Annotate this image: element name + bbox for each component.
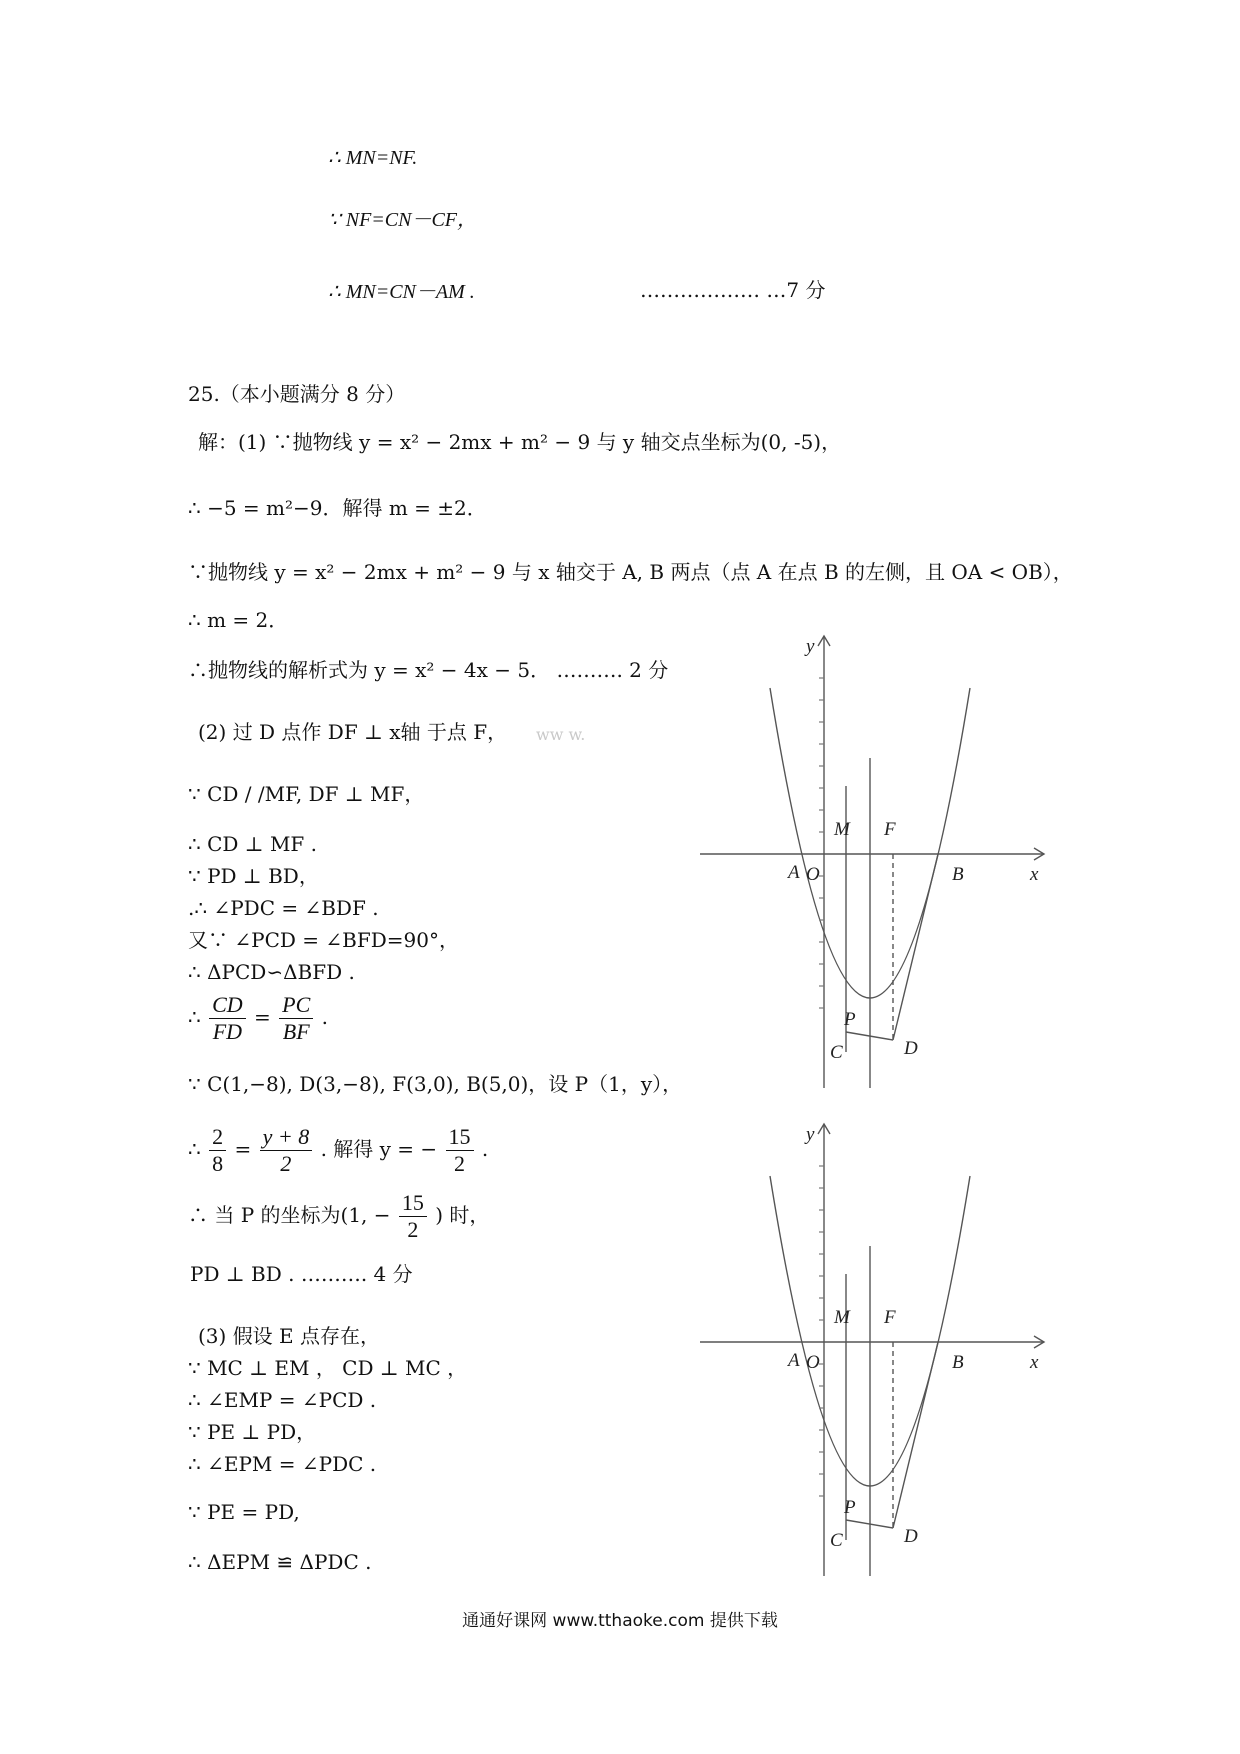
p-suffix: ) 时， <box>435 1203 490 1227</box>
label-x: x <box>1030 864 1039 885</box>
label-b: B <box>952 1352 964 1373</box>
frac-num: CD <box>209 992 246 1019</box>
fraction-y-plus-8 <box>260 1124 313 1177</box>
frac-num: PC <box>279 992 313 1019</box>
coords-line: ∵ C(1,−8), D(3,−8), F(3,0), B(5,0)，设 P（1，y）， <box>188 1072 683 1096</box>
part2-conclusion: PD ⊥ BD . ………. 4 分 <box>190 1262 413 1286</box>
segment-bd <box>893 854 938 1040</box>
label-o: O <box>806 864 820 885</box>
part2-line-3: ∵ PD ⊥ BD， <box>188 864 319 888</box>
solve-suffix: . <box>481 1137 489 1161</box>
fraction-15-2 <box>446 1124 474 1177</box>
fraction-pc-bf <box>279 992 313 1045</box>
part1-line-4: ∴ m = 2． <box>188 608 289 632</box>
fraction-2-8 <box>209 1124 226 1177</box>
frac-den: FD <box>212 1019 243 1044</box>
label-d: D <box>904 1526 918 1547</box>
part1-line-1: 解：(1) ∵抛物线 y = x² − 2mx + m² − 9 与 y 轴交点坐标为(0, -5)， <box>198 430 842 454</box>
fraction-15-2-b <box>399 1190 427 1243</box>
label-c: C <box>830 1042 843 1063</box>
part2-line-1: ∵ CD / /MF, DF ⊥ MF， <box>188 782 425 806</box>
part3-line-3: ∴ ∠EMP = ∠PCD . <box>188 1388 377 1412</box>
part2-line-4: .∴ ∠PDC = ∠BDF . <box>188 896 379 920</box>
label-y: y <box>806 1124 815 1145</box>
segment-bd <box>893 1342 938 1528</box>
frac-den: 2 <box>280 1151 292 1176</box>
part3-line-6: ∵ PE = PD, <box>188 1500 300 1524</box>
part2-intro: (2) 过 D 点作 DF ⊥ x轴 于点 F， <box>198 720 508 744</box>
label-m: M <box>834 819 850 840</box>
label-a: A <box>788 862 800 883</box>
score-7: ……………… …7 分 <box>640 278 826 302</box>
ratio-suffix: . <box>321 1005 328 1029</box>
frac-den: 2 <box>454 1151 466 1176</box>
parabola-graph-2 <box>700 1116 1060 1576</box>
question-header: 25.（本小题满分 8 分） <box>188 382 406 406</box>
parabola-graph-1 <box>700 628 1060 1088</box>
proof-line-3: ∴ MN=CN－AM . <box>328 281 475 303</box>
part2-line-6: ∴ ΔPCD∽ΔBFD . <box>188 960 355 984</box>
proof-line-2: ∵ NF=CN－CF， <box>328 209 478 231</box>
label-f: F <box>884 1307 896 1328</box>
part3-line-7: ∴ ΔEPM ≌ ΔPDC . <box>188 1550 372 1574</box>
label-p: P <box>844 1497 856 1518</box>
ratio-equation <box>188 992 328 1045</box>
label-y: y <box>806 636 815 657</box>
p-coordinate-line <box>188 1190 489 1243</box>
part1-line-5: ∴抛物线的解析式为 y = x² − 4x − 5． ………. 2 分 <box>188 658 669 682</box>
frac-num: 2 <box>209 1124 226 1151</box>
p-prefix: ∴ 当 P 的坐标为(1, − <box>188 1203 391 1227</box>
part1-line-2: ∴ −5 = m²−9．解得 m = ±2． <box>188 496 487 520</box>
label-o: O <box>806 1352 820 1373</box>
equals-sign: = <box>234 1137 252 1161</box>
solve-mid: . 解得 y = − <box>320 1137 438 1161</box>
part2-line-2: ∴ CD ⊥ MF . <box>188 832 318 856</box>
part3-line-4: ∵ PE ⊥ PD， <box>188 1420 317 1444</box>
frac-den: 8 <box>212 1151 224 1176</box>
label-c: C <box>830 1530 843 1551</box>
frac-den: 2 <box>407 1217 419 1242</box>
fraction-cd-fd <box>209 992 246 1045</box>
label-m: M <box>834 1307 850 1328</box>
label-d: D <box>904 1038 918 1059</box>
label-p: P <box>844 1009 856 1030</box>
part3-line-5: ∴ ∠EPM = ∠PDC . <box>188 1452 377 1476</box>
part2-line-5: 又∵ ∠PCD = ∠BFD=90°， <box>188 928 459 952</box>
label-x: x <box>1030 1352 1039 1373</box>
solve-prefix: ∴ <box>188 1137 201 1161</box>
equals-sign: = <box>254 1005 271 1029</box>
part3-line-2: ∵ MC ⊥ EM ， CD ⊥ MC ， <box>188 1356 468 1380</box>
label-b: B <box>952 864 964 885</box>
part1-line-3: ∵抛物线 y = x² − 2mx + m² − 9 与 x 轴交于 A, B 两点（点 A 在点 B 的左侧，且 OA < OB）， <box>188 560 1073 584</box>
frac-num: 15 <box>446 1124 474 1151</box>
ratio-prefix: ∴ <box>188 1005 201 1029</box>
proof-line-1: ∴ MN=NF. <box>328 147 418 169</box>
label-a: A <box>788 1350 800 1371</box>
label-f: F <box>884 819 896 840</box>
frac-num: y + 8 <box>260 1124 313 1151</box>
solve-equation <box>188 1124 488 1177</box>
frac-den: BF <box>282 1019 310 1044</box>
part3-line-1: (3) 假设 E 点存在， <box>198 1324 381 1348</box>
page-footer: 通通好课网 www.tthaoke.com 提供下载 <box>462 1611 778 1631</box>
frac-num: 15 <box>399 1190 427 1217</box>
watermark-text: ww w. <box>536 725 586 744</box>
